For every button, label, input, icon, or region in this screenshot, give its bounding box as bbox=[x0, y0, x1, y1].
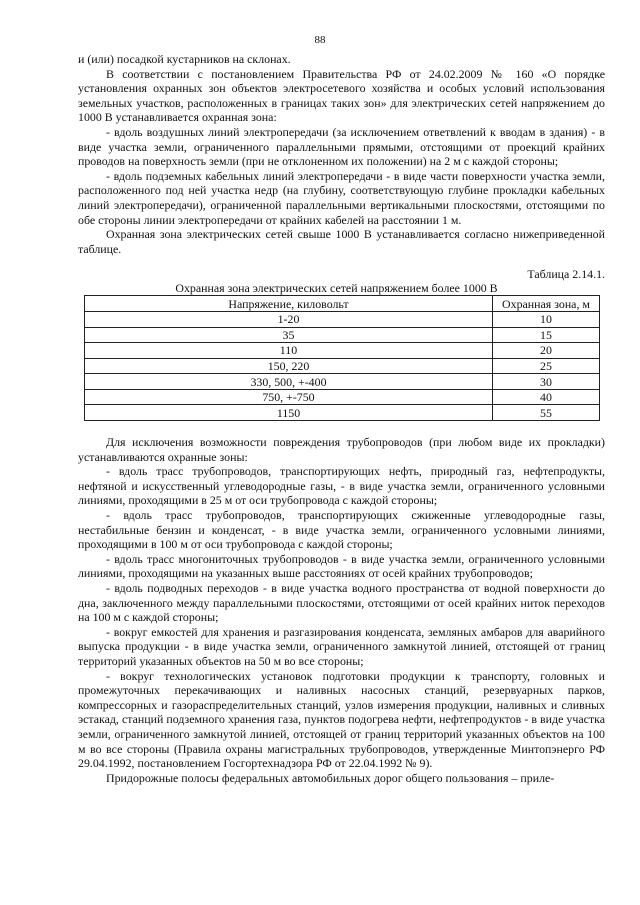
pipeline-item-paragraph: - вдоль трасс многониточных трубопроводов - в виде участка земли, ограниченного условными линиями, проходящими на указанных выше расстояниях от осей крайних трубопроводов; bbox=[78, 551, 605, 581]
zone-cell: 30 bbox=[493, 374, 600, 390]
header-zone: Охранная зона, м bbox=[493, 296, 600, 312]
voltage-cell: 750, +-750 bbox=[85, 389, 493, 405]
pipeline-item-paragraph: - вдоль подводных переходов - в виде участка водного пространства от водной поверхности до дна, заключенного между параллельными плоскостями, отстоящими от осей крайних ниток переходов на 100 м с каждой стороны; bbox=[78, 581, 605, 625]
voltage-cell: 1150 bbox=[85, 405, 493, 421]
zone-cell: 55 bbox=[493, 405, 600, 421]
spacer bbox=[78, 421, 605, 435]
table-header-row bbox=[85, 296, 600, 312]
underground-lines-paragraph: - вдоль подземных кабельных линий электропередачи - в виде части поверхности участка земли, расположенного под ней участка недр (на глубину, соответствующую глубине прокладки кабельных линий электропередачи), ограниченной параллельными вертикальными плоскостями, отстоящими по обе стороны линии электропередачи от крайних кабелей на расстоянии 1 м. bbox=[78, 168, 605, 227]
voltage-cell: 330, 500, +-400 bbox=[85, 374, 493, 390]
pipeline-item-paragraph: - вдоль трасс трубопроводов, транспортирующих нефть, природный газ, нефтепродукты, нефтяной и искусственный углеводородные газы, - в виде участка земли, ограниченного условными линиями, проходящими в 25 м от оси трубопровода с каждой стороны; bbox=[78, 464, 605, 508]
continuation-paragraph: и (или) посадкой кустарников на склонах. bbox=[78, 52, 291, 66]
table-row bbox=[85, 374, 600, 390]
page-number: 88 bbox=[314, 34, 326, 46]
table-row bbox=[85, 327, 600, 343]
table-row bbox=[85, 405, 600, 421]
pipeline-item-paragraph: - вокруг технологических установок подготовки продукции к транспорту, головных и промежуточных перекачивающих и наливных насосных станций, резервуарных парков, компрессорных и газораспределительных станций, узлов измерения продукции, наливных и сливных эстакад, станций подземного хранения газа, пунктов подогрева нефти, нефтепродуктов - в виде участка земли, ограниченного замкнутой линией, отстоящей от границ территорий указанных объектов на 100 м во все стороны (Правила охраны магистральных трубопроводов, утвержденные Минтопэнерго РФ 29.04.1992, постановлением Госгортехнадзора РФ от 22.04.1992 № 9). bbox=[78, 668, 605, 771]
pipeline-item-paragraph: - вокруг емкостей для хранения и разгазирования конденсата, земляных амбаров для аварийного выпуска продукции - в виде участка земли, ограниченного замкнутой линией, отстоящей от границ территорий указанных объектов на 50 м во все стороны; bbox=[78, 624, 605, 668]
table-row bbox=[85, 343, 600, 359]
table-caption: Таблица 2.14.1. bbox=[527, 267, 605, 282]
table-row bbox=[85, 358, 600, 374]
voltage-cell: 35 bbox=[85, 327, 493, 343]
voltage-cell: 150, 220 bbox=[85, 358, 493, 374]
resolution-paragraph: В соответствии с постановлением Правительства РФ от 24.02.2009 № 160 «О порядке установления охранных зон объектов электросетевого хозяйства и особых условий использования земельных участков, расположенных в границах таких зон» для электрических сетей напряжением до 1000 В устанавливается охранная зона: bbox=[78, 66, 605, 125]
table-row bbox=[85, 311, 600, 327]
pipeline-item-paragraph: - вдоль трасс трубопроводов, транспортирующих сжиженные углеводородные газы, нестабильные бензин и конденсат, - в виде участка земли, ограниченного условными линиями, проходящими в 100 м от оси трубопровода с каждой стороны; bbox=[78, 508, 605, 552]
header-voltage: Напряжение, киловольт bbox=[85, 296, 493, 312]
page-content bbox=[78, 52, 605, 785]
overhead-lines-paragraph: - вдоль воздушных линий электропередачи (за исключением ответвлений к вводам в здания) - в виде участка земли, ограниченного параллельными прямыми, отстоящими от проекций крайних проводов на поверхность земли (при не отклоненном их положении) на 2 м с каждой стороны; bbox=[78, 124, 605, 169]
security-zone-table bbox=[84, 295, 600, 421]
voltage-cell: 1-20 bbox=[85, 311, 493, 327]
above-1000-paragraph: Охранная зона электрических сетей свыше 1000 В устанавливается согласно нижеприведенной таблице. bbox=[78, 227, 605, 256]
zone-cell: 20 bbox=[493, 343, 600, 359]
table-row bbox=[85, 389, 600, 405]
zone-cell: 15 bbox=[493, 327, 600, 343]
zone-cell: 25 bbox=[493, 358, 600, 374]
table-title: Охранная зона электрических сетей напряжением более 1000 В bbox=[175, 281, 498, 296]
pipelines-intro-paragraph: Для исключения возможности повреждения трубопроводов (при любом виде их прокладки) устанавливаются охранные зоны: bbox=[78, 435, 605, 464]
zone-cell: 40 bbox=[493, 389, 600, 405]
roads-paragraph: Придорожные полосы федеральных автомобильных дорог общего пользования – приле- bbox=[106, 770, 555, 785]
zone-cell: 10 bbox=[493, 311, 600, 327]
voltage-cell: 110 bbox=[85, 343, 493, 359]
